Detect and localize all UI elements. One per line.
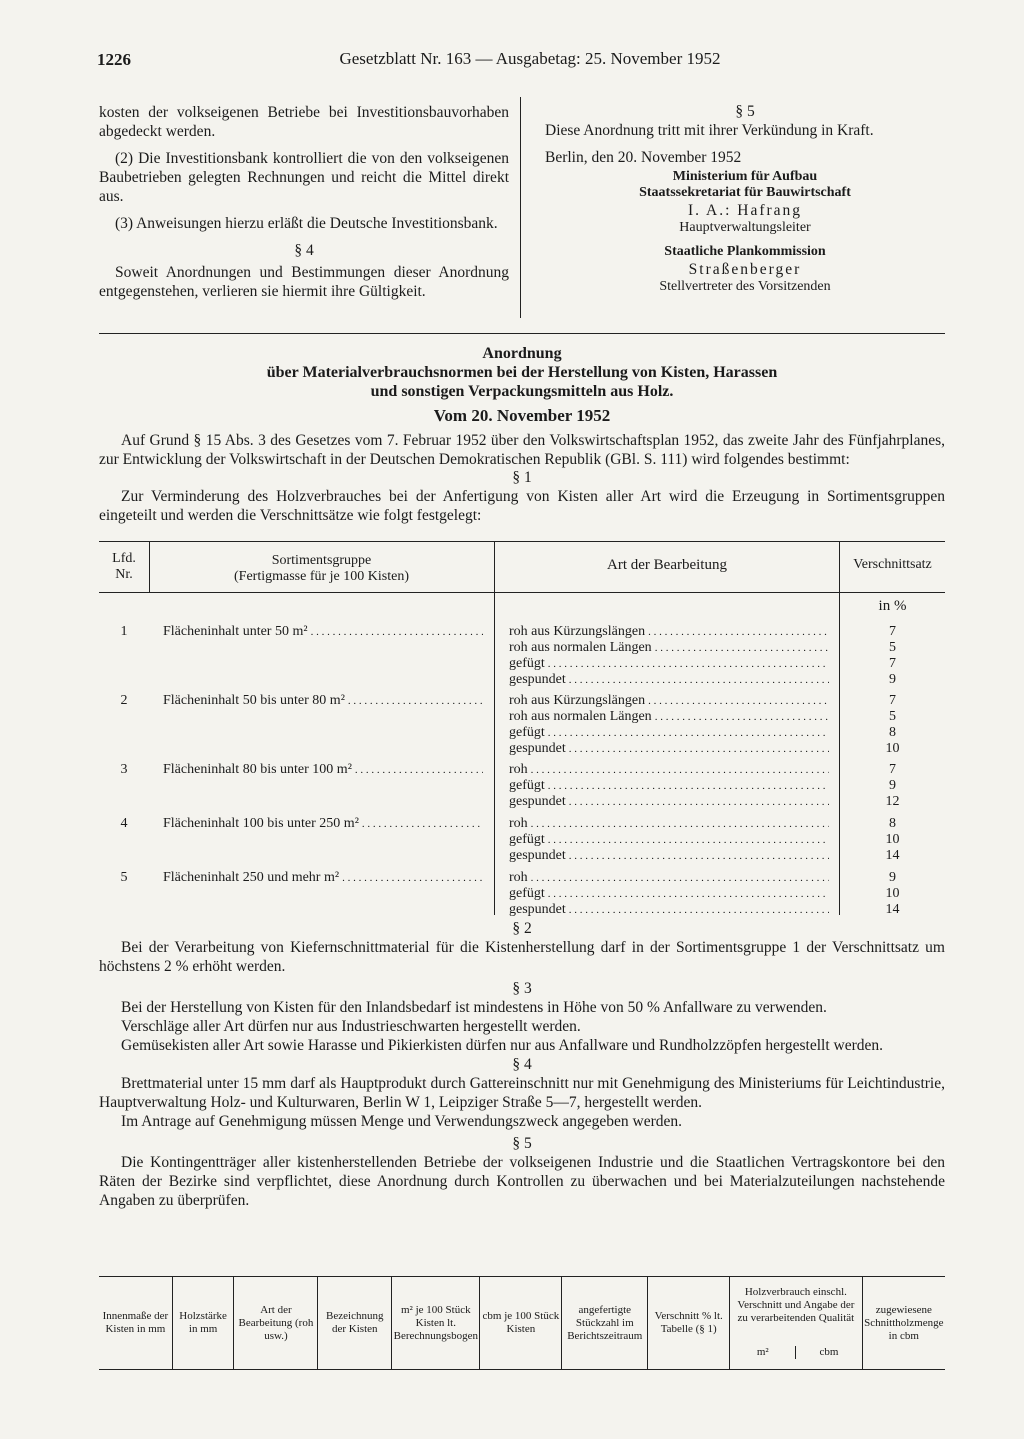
art-label: gefügt [509, 656, 545, 671]
leader-dots [548, 886, 829, 902]
row-label [163, 762, 483, 778]
row-nr: 5 [120, 870, 128, 885]
commission-name: Staatliche Plankommission [664, 244, 826, 259]
art-row [509, 902, 829, 918]
art-label: gefügt [509, 832, 545, 847]
leader-dots [569, 848, 829, 864]
value-cell: 9 [889, 778, 896, 793]
art-label: roh aus normalen Längen [509, 640, 652, 655]
preamble: Auf Grund § 15 Abs. 3 des Gesetzes vom 7. Februar 1952 über den Volkswirtschaftsplan 1952, das zweite Jahr des Fünfjahrplanes, zur Entwicklung der Volkswirtschaft in der Deutschen Demokratischen Republik (GBl. S. 111) wird folgendes bestimmt: [99, 432, 945, 468]
art-label: roh aus Kürzungslängen [509, 624, 646, 639]
leader-dots [655, 709, 829, 725]
title-line: über Materialverbrauchsnormen bei der Herstellung von Kisten, Harassen [266, 364, 778, 381]
paragraph: Soweit Anordnungen und Bestimmungen dieser Anordnung entgegenstehen, verlieren sie hiermit ihre Gültigkeit. [99, 264, 509, 300]
art-row [509, 778, 829, 794]
col-stueckzahl: angefertigte Stückzahl im Berichtszeitraum [562, 1277, 648, 1369]
table-verschnittsatz [99, 541, 945, 915]
section-heading: § 5 [735, 103, 755, 120]
unit-label: in % [878, 598, 907, 614]
art-label: gespundet [509, 741, 566, 756]
header-group [149, 553, 494, 585]
col-art: Art der Bearbeitung (roh usw.) [234, 1277, 318, 1369]
value-cell: 8 [889, 725, 896, 740]
table-header-rule [99, 592, 945, 593]
art-row [509, 816, 829, 832]
leader-dots [655, 640, 829, 656]
art-row [509, 725, 829, 741]
header-group-line: Sortimentsgruppe [271, 553, 372, 568]
art-label: gespundet [509, 848, 566, 863]
table-row-group [99, 762, 945, 816]
art-row [509, 640, 829, 656]
art-row [509, 848, 829, 864]
art-row [509, 762, 829, 778]
row-label [163, 693, 483, 709]
table-top-rule [99, 541, 945, 542]
ordinance-body [99, 919, 945, 1210]
art-list [509, 693, 829, 757]
art-row [509, 656, 829, 672]
row-nr: 1 [120, 624, 128, 639]
header-satz: Verschnittsatz [853, 557, 932, 572]
row-label [163, 624, 483, 640]
art-list [509, 816, 829, 864]
signature: I. A.: Hafrang [687, 202, 803, 219]
art-row [509, 886, 829, 902]
paragraph: Im Antrage auf Genehmigung müssen Menge und Verwendungszweck angegeben werden. [121, 1113, 682, 1130]
section-heading: § 2 [512, 920, 532, 937]
art-label: gefügt [509, 778, 545, 793]
art-row [509, 672, 829, 688]
row-label-text: Flächeninhalt unter 50 m² [163, 624, 308, 639]
leader-dots [348, 693, 483, 709]
header-nr-line: Lfd. [112, 551, 136, 566]
art-row [509, 741, 829, 757]
value-list [840, 870, 945, 918]
leader-dots [548, 656, 829, 672]
leader-dots [311, 624, 483, 640]
title-line: und sonstigen Verpackungsmitteln aus Holz. [370, 383, 674, 400]
paragraph: kosten der volkseigenen Betriebe bei Investitionsbauvorhaben abgedeckt werden. [99, 104, 509, 140]
paragraph: Die Kontingentträger aller kistenherstellenden Betriebe der volkseigenen Industrie und die Staatlichen Vertragskontore bei den Räten der Bezirke sind verpflichtet, diese Anordnung durch Kontrollen zu überwachen und bei Materialzuteilungen nachstehende Angaben zu überprüfen. [99, 1154, 945, 1209]
title-line: Anordnung [482, 345, 562, 362]
art-row [509, 624, 829, 640]
art-label: gespundet [509, 902, 566, 917]
paragraph: Diese Anordnung tritt mit ihrer Verkündung in Kraft. [545, 122, 874, 139]
table-row-group [99, 624, 945, 693]
leader-dots [548, 725, 829, 741]
row-nr: 2 [120, 693, 128, 708]
leader-dots [548, 832, 829, 848]
section-heading: § 3 [512, 980, 532, 997]
value-cell: 5 [889, 640, 896, 655]
leader-dots [531, 870, 829, 886]
art-label: roh [509, 816, 528, 831]
table-row-group [99, 870, 945, 920]
art-list [509, 870, 829, 918]
table-body [99, 624, 945, 920]
art-label: gefügt [509, 886, 545, 901]
leader-dots [648, 693, 829, 709]
leader-dots [648, 624, 829, 640]
col-m2: m² je 100 Stück Kisten lt. Berechnungsbogen [392, 1277, 480, 1369]
value-cell: 10 [885, 741, 900, 756]
paragraph: (3) Anweisungen hierzu erläßt die Deutsche Investitionsbank. [115, 215, 498, 232]
art-label: roh [509, 870, 528, 885]
art-label: gefügt [509, 725, 545, 740]
header-nr-line: Nr. [115, 567, 133, 582]
value-cell: 12 [885, 794, 900, 809]
art-label: gespundet [509, 672, 566, 687]
ordinance-intro [99, 431, 945, 525]
art-label: roh [509, 762, 528, 777]
holzverbrauch-label: Holzverbrauch einschl. Verschnitt und Angabe der zu verarbeitenden Qualität [737, 1286, 855, 1324]
leader-dots [569, 741, 829, 757]
right-column [545, 102, 945, 295]
signature: Straßenberger [688, 261, 802, 278]
art-row [509, 794, 829, 810]
leader-dots [569, 672, 829, 688]
ministry-department: Staatssekretariat für Bauwirtschaft [639, 185, 851, 200]
horizontal-rule [99, 333, 945, 334]
signature-role: Stellvertreter des Vorsitzenden [659, 279, 831, 294]
value-cell: 10 [885, 886, 900, 901]
art-row [509, 709, 829, 725]
column-divider [520, 97, 521, 318]
value-cell: 7 [889, 656, 896, 671]
ordinance-date: Vom 20. November 1952 [433, 406, 611, 425]
row-label-text: Flächeninhalt 80 bis unter 100 m² [163, 762, 352, 777]
col-zugewiesen: zugewiesene Schnittholzmenge in cbm [864, 1303, 944, 1342]
col-innenmasse: Innenmaße der Kisten in mm [99, 1277, 172, 1369]
ministry-name: Ministerium für Aufbau [672, 169, 818, 184]
art-row [509, 832, 829, 848]
paragraph: Brettmaterial unter 15 mm darf als Hauptprodukt durch Gattereinschnitt nur mit Genehmigung des Ministeriums für Leichtindustrie, Hauptverwaltung Holz- und Kulturwaren, Berlin W 1, Leipziger Straße 5—7, hergestellt werden. [99, 1075, 945, 1111]
value-cell: 7 [889, 762, 896, 777]
ordinance-title [99, 344, 945, 425]
row-nr: 3 [120, 762, 128, 777]
art-label: gespundet [509, 794, 566, 809]
paragraph: Bei der Verarbeitung von Kiefernschnittmaterial für die Kistenherstellung darf in der Sortimentsgruppe 1 der Verschnittsatz um höchstens 2 % erhöht werden. [99, 939, 945, 975]
leader-dots [548, 778, 829, 794]
paragraph: Gemüsekisten aller Art sowie Harasse und Pikierkisten dürfen nur aus Anfallware und Rundholzzöpfen hergestellt werden. [121, 1037, 884, 1054]
leader-dots [531, 762, 829, 778]
leader-dots [355, 762, 483, 778]
table-row-group [99, 816, 945, 870]
place-date: Berlin, den 20. November 1952 [545, 149, 742, 166]
header-nr [99, 551, 149, 583]
table-row-group [99, 693, 945, 762]
value-list [840, 624, 945, 688]
paragraph: Verschläge aller Art dürfen nur aus Industrieschwarten hergestellt werden. [121, 1018, 581, 1035]
value-cell: 10 [885, 832, 900, 847]
paragraph: (2) Die Investitionsbank kontrolliert die von den volkseigenen Baubetrieben gelegten Rechnungen und reicht die Mittel direkt aus. [99, 150, 509, 205]
col-holzstaerke: Holzstärke in mm [172, 1277, 234, 1369]
value-list [840, 816, 945, 864]
paragraph: Bei der Herstellung von Kisten für den Inlandsbedarf ist mindestens in Höhe von 50 % Anfallware zu verwenden. [121, 999, 827, 1016]
page-number: 1226 [97, 50, 131, 69]
header-group-line: (Fertigmasse für je 100 Kisten) [234, 569, 409, 584]
section-heading: § 5 [512, 1135, 532, 1152]
art-row [509, 693, 829, 709]
section-heading: § 4 [512, 1056, 532, 1073]
col-verschnitt: Verschnitt % lt. Tabelle (§ 1) [648, 1277, 730, 1369]
leader-dots [362, 816, 483, 832]
value-cell: 14 [885, 848, 900, 863]
table-reporting [99, 1276, 945, 1370]
col-cbm: cbm je 100 Stück Kisten [480, 1277, 562, 1369]
table-header-row [99, 1277, 945, 1369]
row-label-text: Flächeninhalt 100 bis unter 250 m² [163, 816, 359, 831]
art-label: roh aus Kürzungslängen [509, 693, 646, 708]
art-list [509, 624, 829, 688]
art-label: roh aus normalen Längen [509, 709, 652, 724]
value-cell: 9 [889, 672, 896, 687]
value-list [840, 762, 945, 810]
report-table [99, 1277, 945, 1369]
signature-role: Hauptverwaltungsleiter [679, 220, 811, 235]
section-heading: § 1 [512, 469, 532, 486]
leader-dots [342, 870, 483, 886]
running-title: Gesetzblatt Nr. 163 — Ausgabetag: 25. November 1952 [339, 49, 721, 68]
row-label-text: Flächeninhalt 250 und mehr m² [163, 870, 340, 885]
paragraph: Zur Verminderung des Holzverbrauches bei der Anfertigung von Kisten aller Art wird die Erzeugung in Sortimentsgruppen eingeteilt und werden die Verschnittsätze wie folgt festgelegt: [99, 488, 945, 524]
row-label [163, 870, 483, 886]
subcol-cbm: cbm [819, 1345, 839, 1358]
value-cell: 7 [889, 693, 896, 708]
leader-dots [569, 794, 829, 810]
art-row [509, 870, 829, 886]
subcol-m2: m² [730, 1346, 796, 1359]
leader-dots [531, 816, 829, 832]
value-cell: 8 [889, 816, 896, 831]
value-cell: 9 [889, 870, 896, 885]
table-bottom-rule [99, 1369, 945, 1370]
leader-dots [569, 902, 829, 918]
col-holzverbrauch [730, 1277, 862, 1369]
left-column [99, 103, 509, 301]
row-label [163, 816, 483, 832]
row-nr: 4 [120, 816, 128, 831]
header-art: Art der Bearbeitung [607, 557, 727, 573]
art-list [509, 762, 829, 810]
section-heading: § 4 [294, 242, 314, 259]
value-cell: 14 [885, 902, 900, 917]
value-cell: 7 [889, 624, 896, 639]
row-label-text: Flächeninhalt 50 bis unter 80 m² [163, 693, 345, 708]
holzverbrauch-subcols [730, 1342, 861, 1362]
value-cell: 5 [889, 709, 896, 724]
col-bezeichnung: Bezeichnung der Kisten [318, 1277, 392, 1369]
value-list [840, 693, 945, 757]
